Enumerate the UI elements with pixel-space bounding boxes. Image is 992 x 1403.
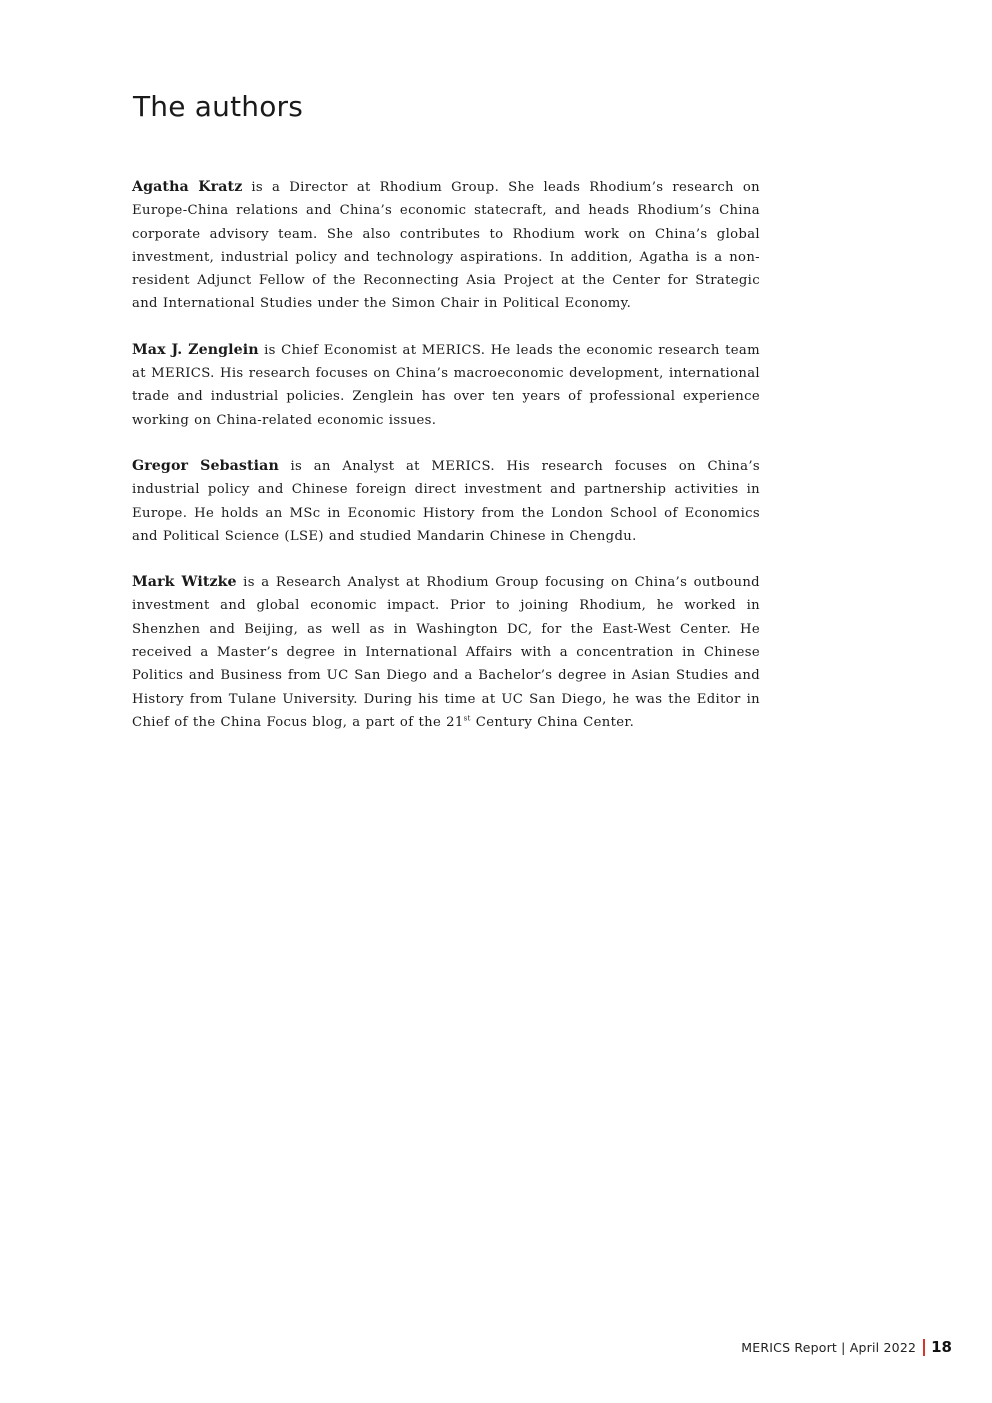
author-bio-text: is Chief Economist at MERICS. He leads the economic research team at MERICS. His research focuses on China’s macroeconomic development, international trade and industrial policies. Zenglein has over ten years of professional experience working on China-related economic issues. <box>132 342 760 428</box>
publication-info: MERICS Report | April 2022 <box>741 1339 917 1355</box>
footer-divider <box>923 1339 925 1356</box>
page-number: 18 <box>931 1338 952 1356</box>
author-bio-text: is a Director at Rhodium Group. She leads Rhodium’s research on Europe-China relations and China’s economic statecraft, and heads Rhodium’s China corporate advisory team. She also contributes to Rhodium work on China’s global investment, industrial policy and technology aspirations. In addition, Agatha is a non-resident Adjunct Fellow of the Reconnecting Asia Project at the Center for Strategic and International Studies under the Simon Chair in Political Economy. <box>132 180 761 312</box>
author-bio-text: is an Analyst at MERICS. His research focuses on China’s industrial policy and Chinese foreign direct investment and partnership activities in Europe. He holds an MSc in Economic History from the London School of Economics and Political Science (LSE) and studied Mandarin Chinese in Chengdu. <box>132 458 761 544</box>
author-bio <box>132 339 760 432</box>
author-bios <box>132 176 760 757</box>
author-name: Agatha Kratz <box>132 179 243 195</box>
author-bio-text-end: Century China Center. <box>470 714 635 730</box>
page-footer <box>741 1338 952 1356</box>
author-bio-text: is a Research Analyst at Rhodium Group focusing on China’s outbound investment and global economic impact. Prior to joining Rhodium, he worked in Shenzhen and Beijing, as well as in Washington DC, for the East-West Center. He received a Master’s degree in International Affairs with a concentration in Chinese Politics and Business from UC San Diego and a Bachelor’s degree in Asian Studies and History from Tulane University. During his time at UC San Diego, he was the Editor in Chief of the China Focus blog, a part of the 21 <box>132 575 760 730</box>
author-bio <box>132 455 760 548</box>
author-bio <box>132 571 760 734</box>
ordinal-superscript: st <box>463 714 471 723</box>
author-name: Mark Witzke <box>132 574 237 591</box>
author-bio <box>132 176 760 316</box>
author-name: Gregor Sebastian <box>132 457 279 474</box>
page-title: The authors <box>133 90 304 123</box>
author-name: Max J. Zenglein <box>132 341 259 358</box>
